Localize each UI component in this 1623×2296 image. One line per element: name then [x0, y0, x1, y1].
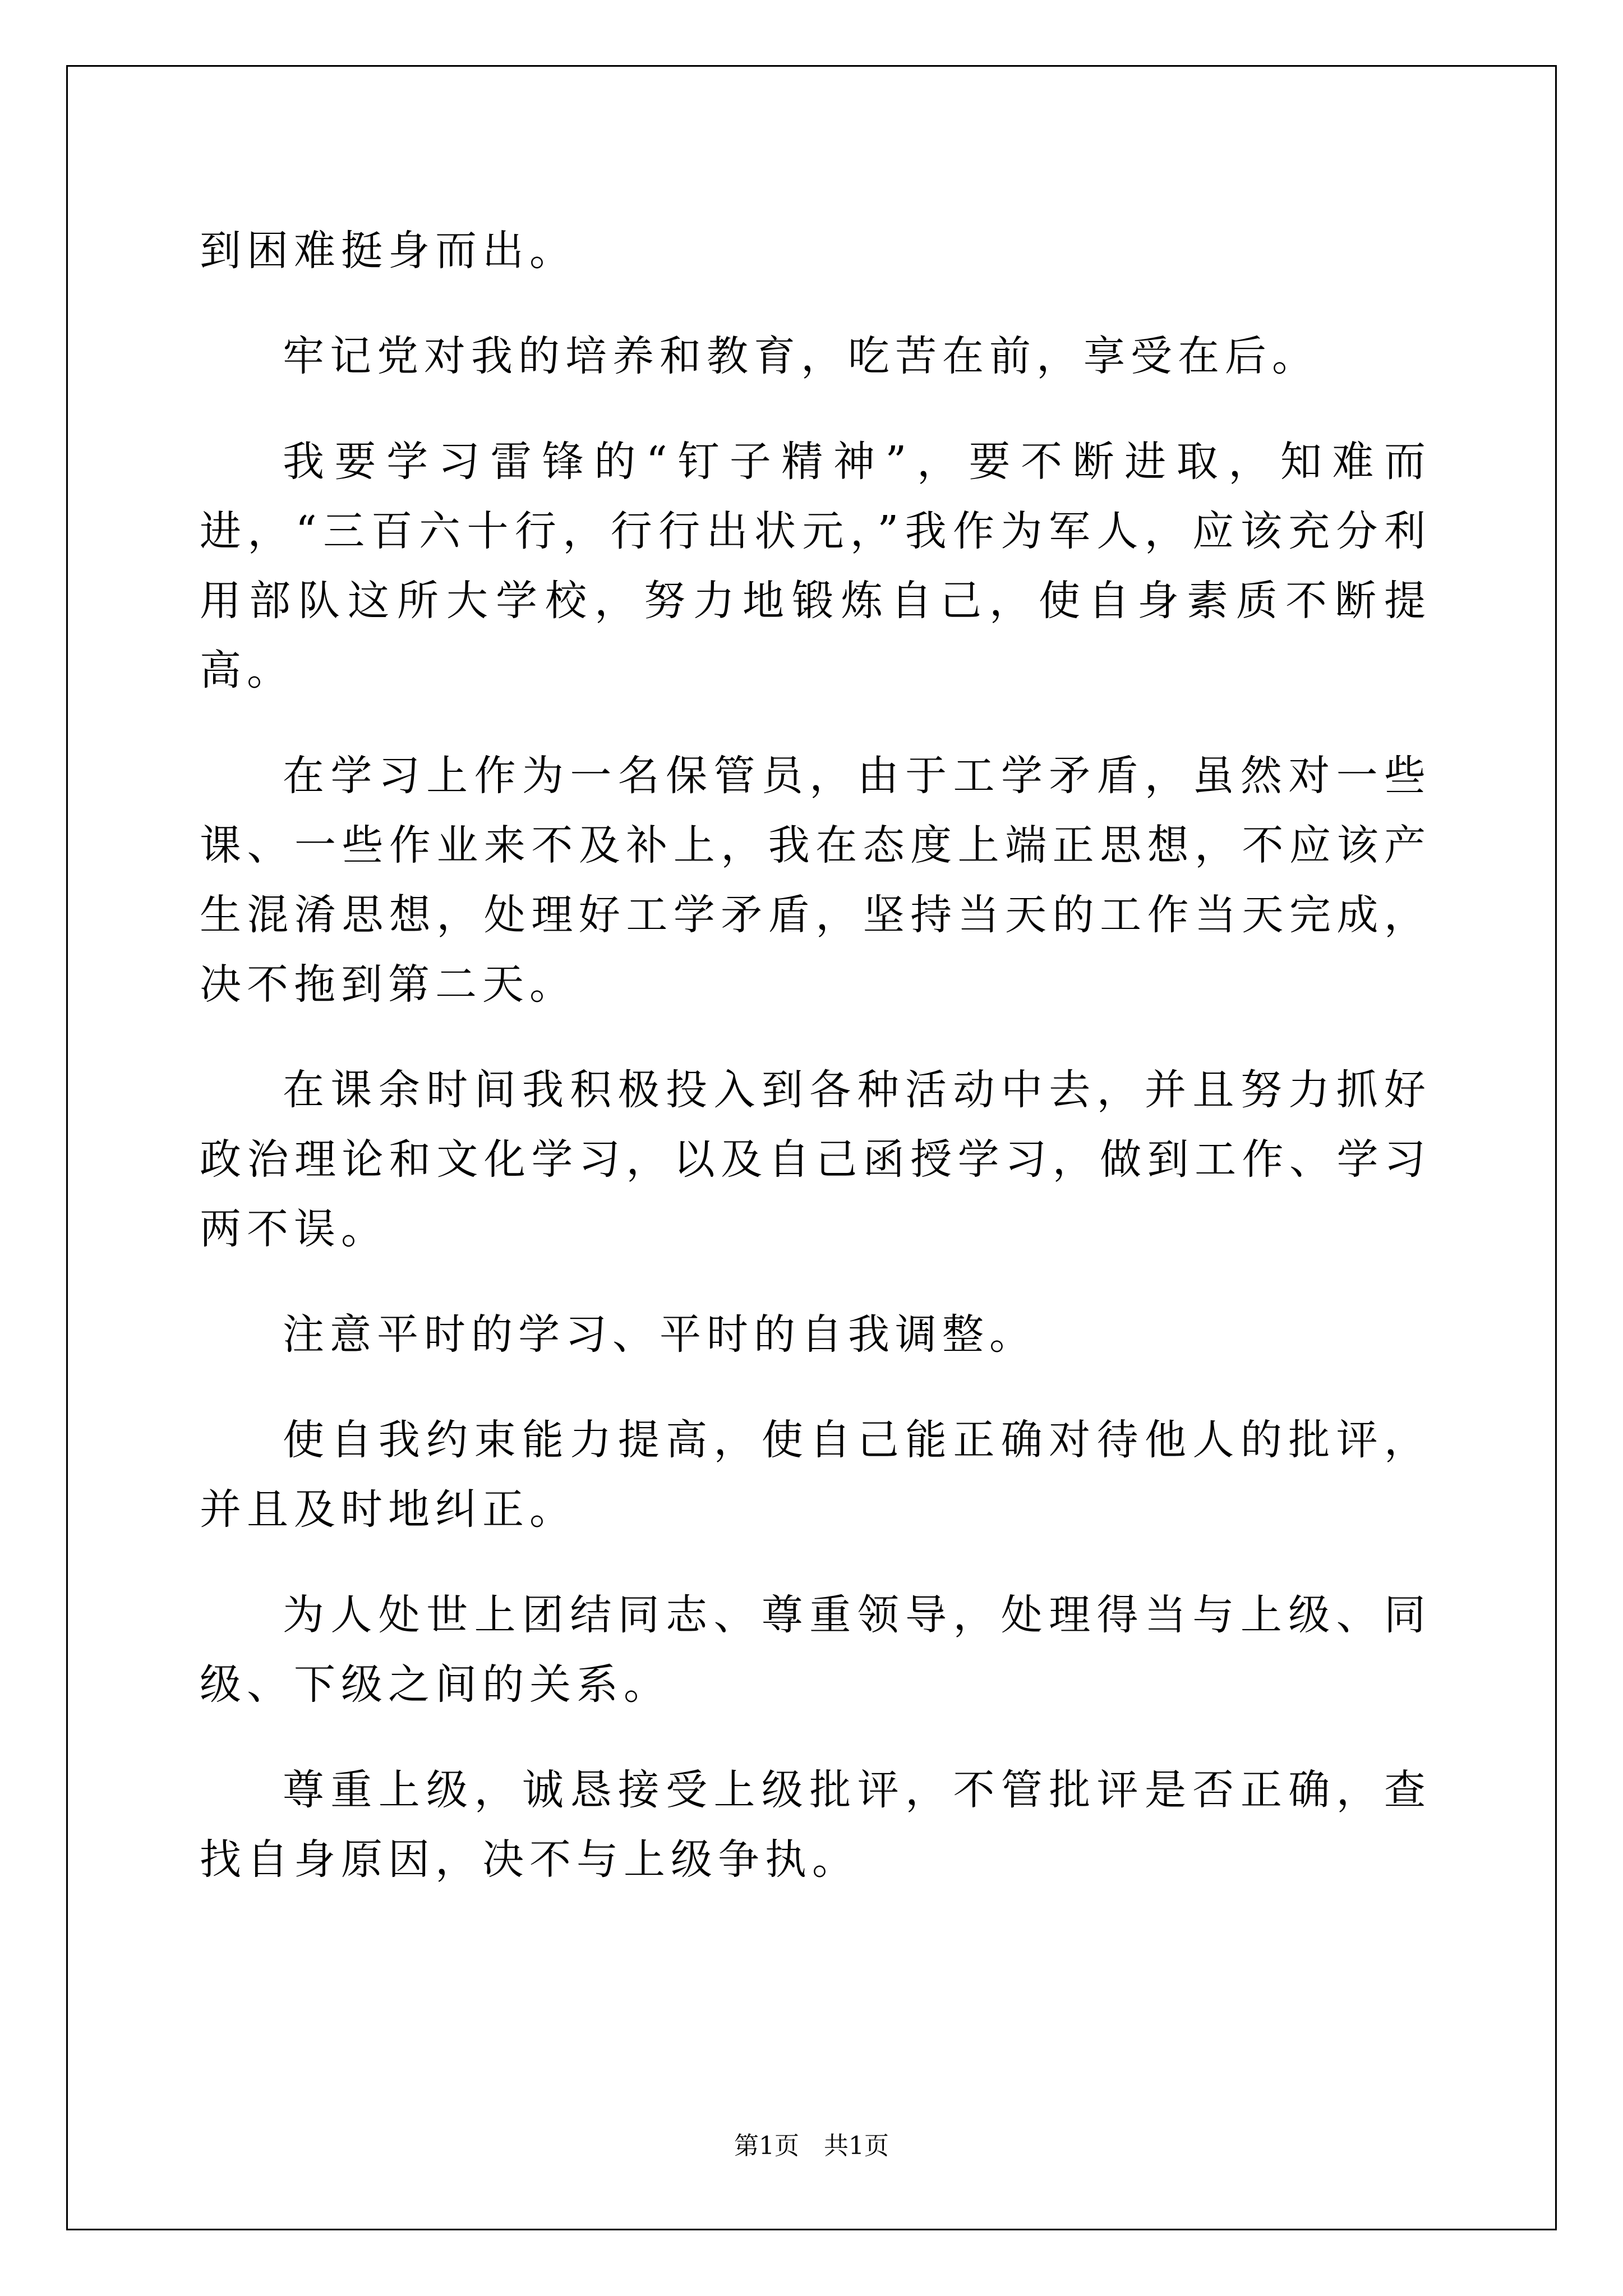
paragraph: 牢记党对我的培养和教育，吃苦在前，享受在后。 — [283, 332, 1319, 380]
paragraph: 注意平时的学习、平时的自我调整。 — [283, 1310, 1036, 1359]
document-body — [200, 216, 1431, 1930]
paragraph: 尊重上级，诚恳接受上级批评，不管批评是否正确，查找自身原因，决不与上级争执。 — [200, 1766, 1431, 1884]
paragraph: 为人处世上团结同志、尊重领导，处理得当与上级、同级、下级之间的关系。 — [200, 1591, 1431, 1709]
page-number-footer: 第1页 共1页 — [734, 2132, 889, 2160]
paragraph: 在课余时间我积极投入到各种活动中去，并且努力抓好政治理论和文化学习，以及自己函授学习，做到工作、学习两不误。 — [200, 1066, 1431, 1253]
paragraph: 在学习上作为一名保管员，由于工学矛盾，虽然对一些课、一些作业来不及补上，我在态度上端正思想，不应该产生混淆思想，处理好工学矛盾，坚持当天的工作当天完成，决不拖到第二天。 — [200, 752, 1431, 1009]
paragraph: 使自我约束能力提高，使自己能正确对待他人的批评，并且及时地纠正。 — [200, 1416, 1431, 1534]
paragraph: 我要学习雷锋的“钉子精神”，要不断进取，知难而进，“三百六十行，行行出状元，”我作为军人，应该充分利用部队这所大学校，努力地锻炼自己，使自身素质不断提高。 — [200, 438, 1431, 694]
paragraph: 到困难挺身而出。 — [200, 227, 577, 275]
